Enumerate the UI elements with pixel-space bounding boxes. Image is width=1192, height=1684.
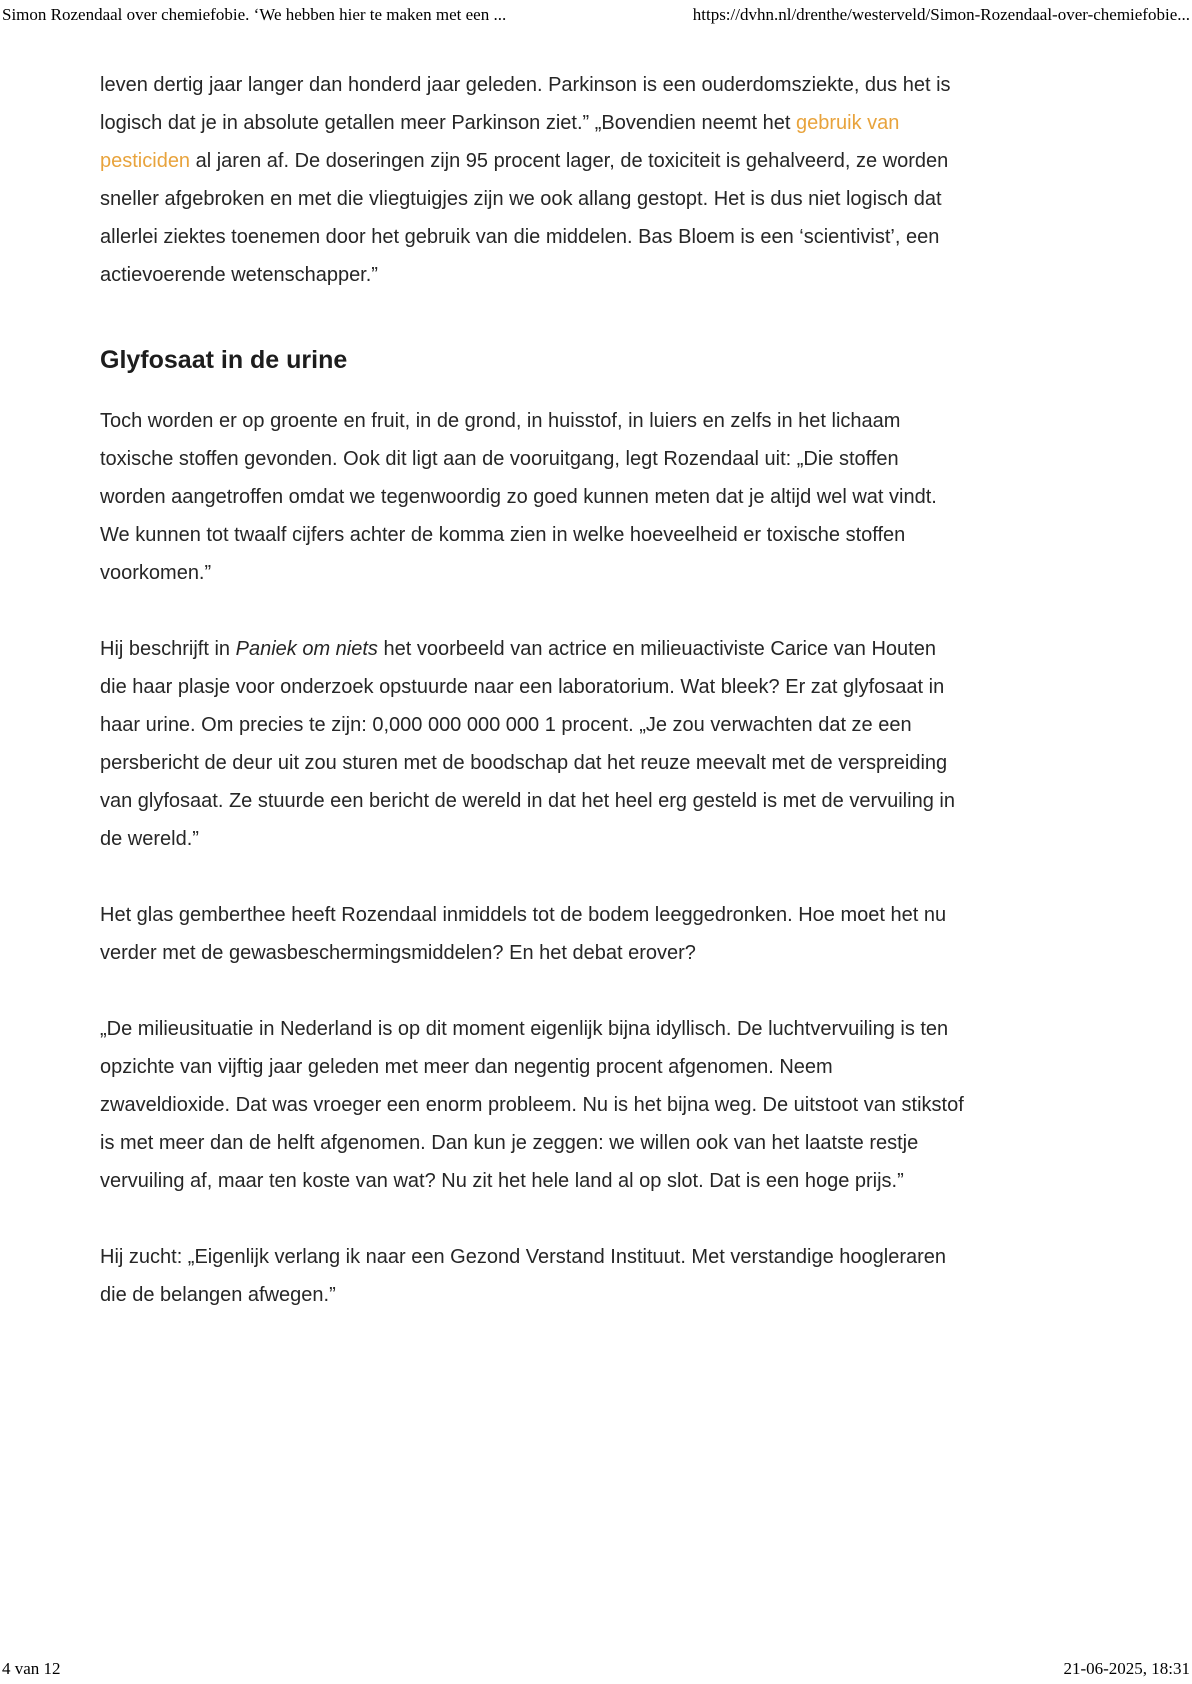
article-body bbox=[100, 66, 968, 1352]
print-footer bbox=[2, 1659, 1190, 1679]
page-number: 4 van 12 bbox=[2, 1659, 61, 1678]
section-heading-glyfosaat: Glyfosaat in de urine bbox=[100, 346, 348, 374]
paragraph-text: leven dertig jaar langer dan honderd jaar geleden. Parkinson is een ouderdomsziekte, dus het is logisch dat je in absolute getallen meer Parkinson ziet.” „Bovendien neemt het bbox=[100, 74, 951, 134]
article-paragraph-6: Hij zucht: „Eigenlijk verlang ik naar een Gezond Verstand Instituut. Met verstandige hoogleraren die de belangen afwegen.” bbox=[100, 1246, 947, 1306]
print-header-url: https://dvhn.nl/drenthe/westerveld/Simon-Rozendaal-over-chemiefobie... bbox=[692, 5, 1190, 24]
print-timestamp: 21-06-2025, 18:31 bbox=[1063, 1659, 1190, 1678]
paragraph-text: Hij beschrijft in bbox=[100, 638, 236, 660]
paragraph-text: het voorbeeld van actrice en milieuactiviste Carice van Houten die haar plasje voor onderzoek opstuurde naar een laboratorium. Wat bleek? Er zat glyfosaat in haar urine. Om precies te zijn: 0,000 000 000 000 1 procent. „Je zou verwachten dat ze een persbericht de deur uit zou sturen met de boodschap dat het reuze meevalt met de verspreiding van glyfosaat. Ze stuurde een bericht de wereld in dat het heel erg gesteld is met de vervuiling in de wereld.” bbox=[100, 638, 955, 850]
article-paragraph-4: Het glas gemberthee heeft Rozendaal inmiddels tot de bodem leeggedronken. Hoe moet het nu verder met de gewasbeschermingsmiddelen? En het debat erover? bbox=[100, 904, 947, 964]
print-header bbox=[2, 5, 1190, 25]
print-header-title: Simon Rozendaal over chemiefobie. ‘We hebben hier te maken met een ... bbox=[2, 5, 507, 24]
book-title-italic: Paniek om niets bbox=[235, 638, 378, 660]
article-paragraph-2: Toch worden er op groente en fruit, in de grond, in huisstof, in luiers en zelfs in het lichaam toxische stoffen gevonden. Ook dit ligt aan de vooruitgang, legt Rozendaal uit: „Die stoffen worden aangetroffen omdat we tegenwoordig zo goed kunnen meten dat je altijd wel wat vindt. We kunnen tot twaalf cijfers achter de komma zien in welke hoeveelheid er toxische stoffen voorkomen.” bbox=[100, 410, 937, 584]
pesticiden-link[interactable]: gebruik van pesticiden bbox=[100, 112, 900, 172]
article-paragraph-1 bbox=[100, 66, 968, 294]
article-paragraph-3 bbox=[100, 630, 968, 858]
article-paragraph-5: „De milieusituatie in Nederland is op dit moment eigenlijk bijna idyllisch. De luchtvervuiling is ten opzichte van vijftig jaar geleden met meer dan negentig procent afgenomen. Neem zwaveldioxide. Dat was vroeger een enorm probleem. Nu is het bijna weg. De uitstoot van stikstof is met meer dan de helft afgenomen. Dan kun je zeggen: we willen ook van het laatste restje vervuiling af, maar ten koste van wat? Nu zit het hele land al op slot. Dat is een hoge prijs.” bbox=[100, 1018, 964, 1192]
paragraph-text: al jaren af. De doseringen zijn 95 procent lager, de toxiciteit is gehalveerd, ze worden sneller afgebroken en met die vliegtuigjes zijn we ook allang gestopt. Het is dus niet logisch dat allerlei ziektes toenemen door het gebruik van die middelen. Bas Bloem is een ‘scientivist’, een actievoerende wetenschapper.” bbox=[100, 150, 949, 286]
